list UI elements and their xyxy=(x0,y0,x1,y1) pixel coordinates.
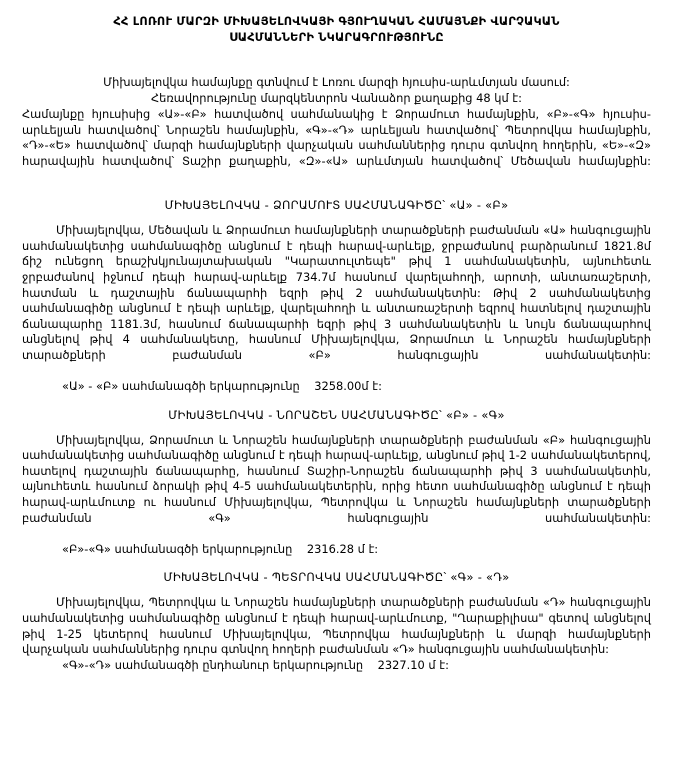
section-heading-a-b: ՄԻԽԱՅԵԼՈՎԿԱ - ՁՈՐԱՄՈՒՏ ՍԱՀՄԱՆԱԳԻԾԸ՝ «Ա» - «Բ» xyxy=(164,198,509,213)
section-result-label-a-b: «Ա» - «Բ» սահմանագծի երկարությունը xyxy=(62,379,300,394)
section-paragraph-g-d: Միխայելովկա, Պետրովկա և Նորաշեն համայնքների տարածքների բաժանման «Դ» հանգուցային սահմանակետից սահմանագիծը անցնում է դեպի հարավ-արևմուտք, "Ղարաքիլիսա" գետով անցնելով թիվ 1-25 կետերով հասնում Միխայելովկա, Պետրովկա համայնքների և մարզի համայնքների վարչական սահմաններից դուրս գտնվող հողերի բաժանման «Դ» հանգուցային սահմանակետին: xyxy=(22,595,651,657)
spacer-after-heading-3 xyxy=(22,584,651,595)
page-title-line-2: ՍԱՀՄԱՆՆԵՐԻ ՆԿԱՐԱԳՐՈՒԹՅՈՒՆԸ xyxy=(229,29,444,44)
page-title-line-1: ՀՀ ԼՈՌՈՒ ՄԱՐԶԻ ՄԻԽԱՅԵԼՈՎԿԱՅԻ ԳՅՈՒՂԱԿԱՆ ՀԱՄԱՅՆՔԻ ՎԱՐՉԱԿԱՆ xyxy=(113,14,560,28)
intro-block xyxy=(22,75,651,185)
spacer-before-section-2 xyxy=(22,395,651,408)
spacer-before-section-1 xyxy=(22,185,651,198)
section-result-b-g xyxy=(22,542,651,558)
intro-location-line: Միխայելովկա համայնքը գտնվում է Լոռու մարզի հյուսիս-արևմտյան մասում: xyxy=(103,75,570,89)
spacer-after-heading-2 xyxy=(22,422,651,433)
page-title xyxy=(22,14,651,45)
section-result-label-b-g: «Բ»-«Գ» սահմանագծի երկարությունը xyxy=(62,541,293,556)
intro-neighbours-paragraph: Համայնքը հյուսիսից «Ա»-«Բ» հատվածով սահմանակից է Ձորամուտ համայնքին, «Բ»-«Գ» հյուսիս-արևելյան հատվածով՝ Նորաշեն համայնքին, «Գ»-«Դ» արևելյան հատվածով՝ Պետրովկա համայնքին, «Դ»-«Ե» հատվածով՝ մարզի համայնքների վարչական սահմաններից դուրս գտնվող հողերին, «Ե»-«Զ» հարավային հատվածով՝ Տաշիր քաղաքին, «Զ»-«Ա» արևմտյան հատվածով՝ Մեծավան համայնքին: xyxy=(22,107,651,168)
section-result-g-d xyxy=(22,658,651,674)
section-result-label-g-d: «Գ»-«Դ» սահմանագծի ընդհանուր երկարությունը xyxy=(62,657,364,672)
section-heading-b-g: ՄԻԽԱՅԵԼՈՎԿԱ - ՆՈՐԱՇԵՆ ՍԱՀՄԱՆԱԳԻԾԸ՝ «Բ» - «Գ» xyxy=(168,407,505,422)
section-result-value-g-d: 2327.10 մ է: xyxy=(377,657,449,672)
section-paragraph-b-g: Միխայելովկա, Ձորամուտ և Նորաշեն համայնքների տարածքների բաժանման «Բ» հանգուցային սահմանակետից սահմանագիծը անցնում է դեպի հարավ-արևելք, անցնում թիվ 1-2 սահմանակետերով, հատելով դաշտային ճանապարհը, հասնում Տաշիր-Նորաշեն ճանապարհի թիվ 3 սահմանակետին, այնուհետև հասնում ձորակի թիվ 4-5 սահմանակետերին, որից հետո սահմանագիծը անցնում է դեպի հարավ-արևմուտք ու հասնում Միխայելովկա, Պետրովկա և Նորաշեն համայնքների տարածքների բաժանման «Գ» հանգուցային սահմանակետին: xyxy=(22,432,651,525)
intro-distance-line: Հեռավորությունը մարզկենտրոն Վանաձոր քաղաքից 48 կմ է: xyxy=(150,90,523,105)
section-result-a-b xyxy=(22,379,651,395)
section-result-value-a-b: 3258.00մ է: xyxy=(314,379,382,394)
section-paragraph-a-b: Միխայելովկա, Մեծավան և Ձորամուտ համայնքների տարածքների բաժանման «Ա» հանգուցային սահմանակետից սահմանագիծը անցնում է դեպի հարավ-արևելք, ջրբաժանով բարձրանում 1821.8մ ճիշ ունեցող երաշխկյունայտախական "Կարատուլտեպե" թիվ 1 սահմանակետին, այնուհետև ջրբաժանով իջնում դեպի հարավ-արևելք 734.7մ հասնում վարելահողի, արոտի, անտառաշերտի, հատման և դաշտային ճանապարհի եզրի թիվ 2 սահմանակետին: Թիվ 2 սահմանակետից սահմանագիծը անցնում է դեպի արևելք, վարելահողի և անտառաշերտի եզրով հատնելով դաշտային ճանապարհը 1181.3մ, հասնում ճանապարհի եզրի թիվ 3 սահմանակետին և նույն ճանապարհով անցնելով թիվ 4 սահմանակետը, հասնում Միխայելովկա, Ձորամուտ և Նորաշեն համայնքների տարածքների բաժանման «Բ» հանգուցային սահմանակետին: xyxy=(22,223,651,362)
spacer-after-title xyxy=(22,45,651,75)
spacer-before-section-3 xyxy=(22,557,651,570)
section-result-value-b-g: 2316.28 մ է: xyxy=(306,541,379,556)
spacer-after-heading-1 xyxy=(22,212,651,223)
section-heading-g-d: ՄԻԽԱՅԵԼՈՎԿԱ - ՊԵՏՐՈՎԿԱ ՍԱՀՄԱՆԱԳԻԾԸ՝ «Գ» - «Դ» xyxy=(163,570,510,585)
